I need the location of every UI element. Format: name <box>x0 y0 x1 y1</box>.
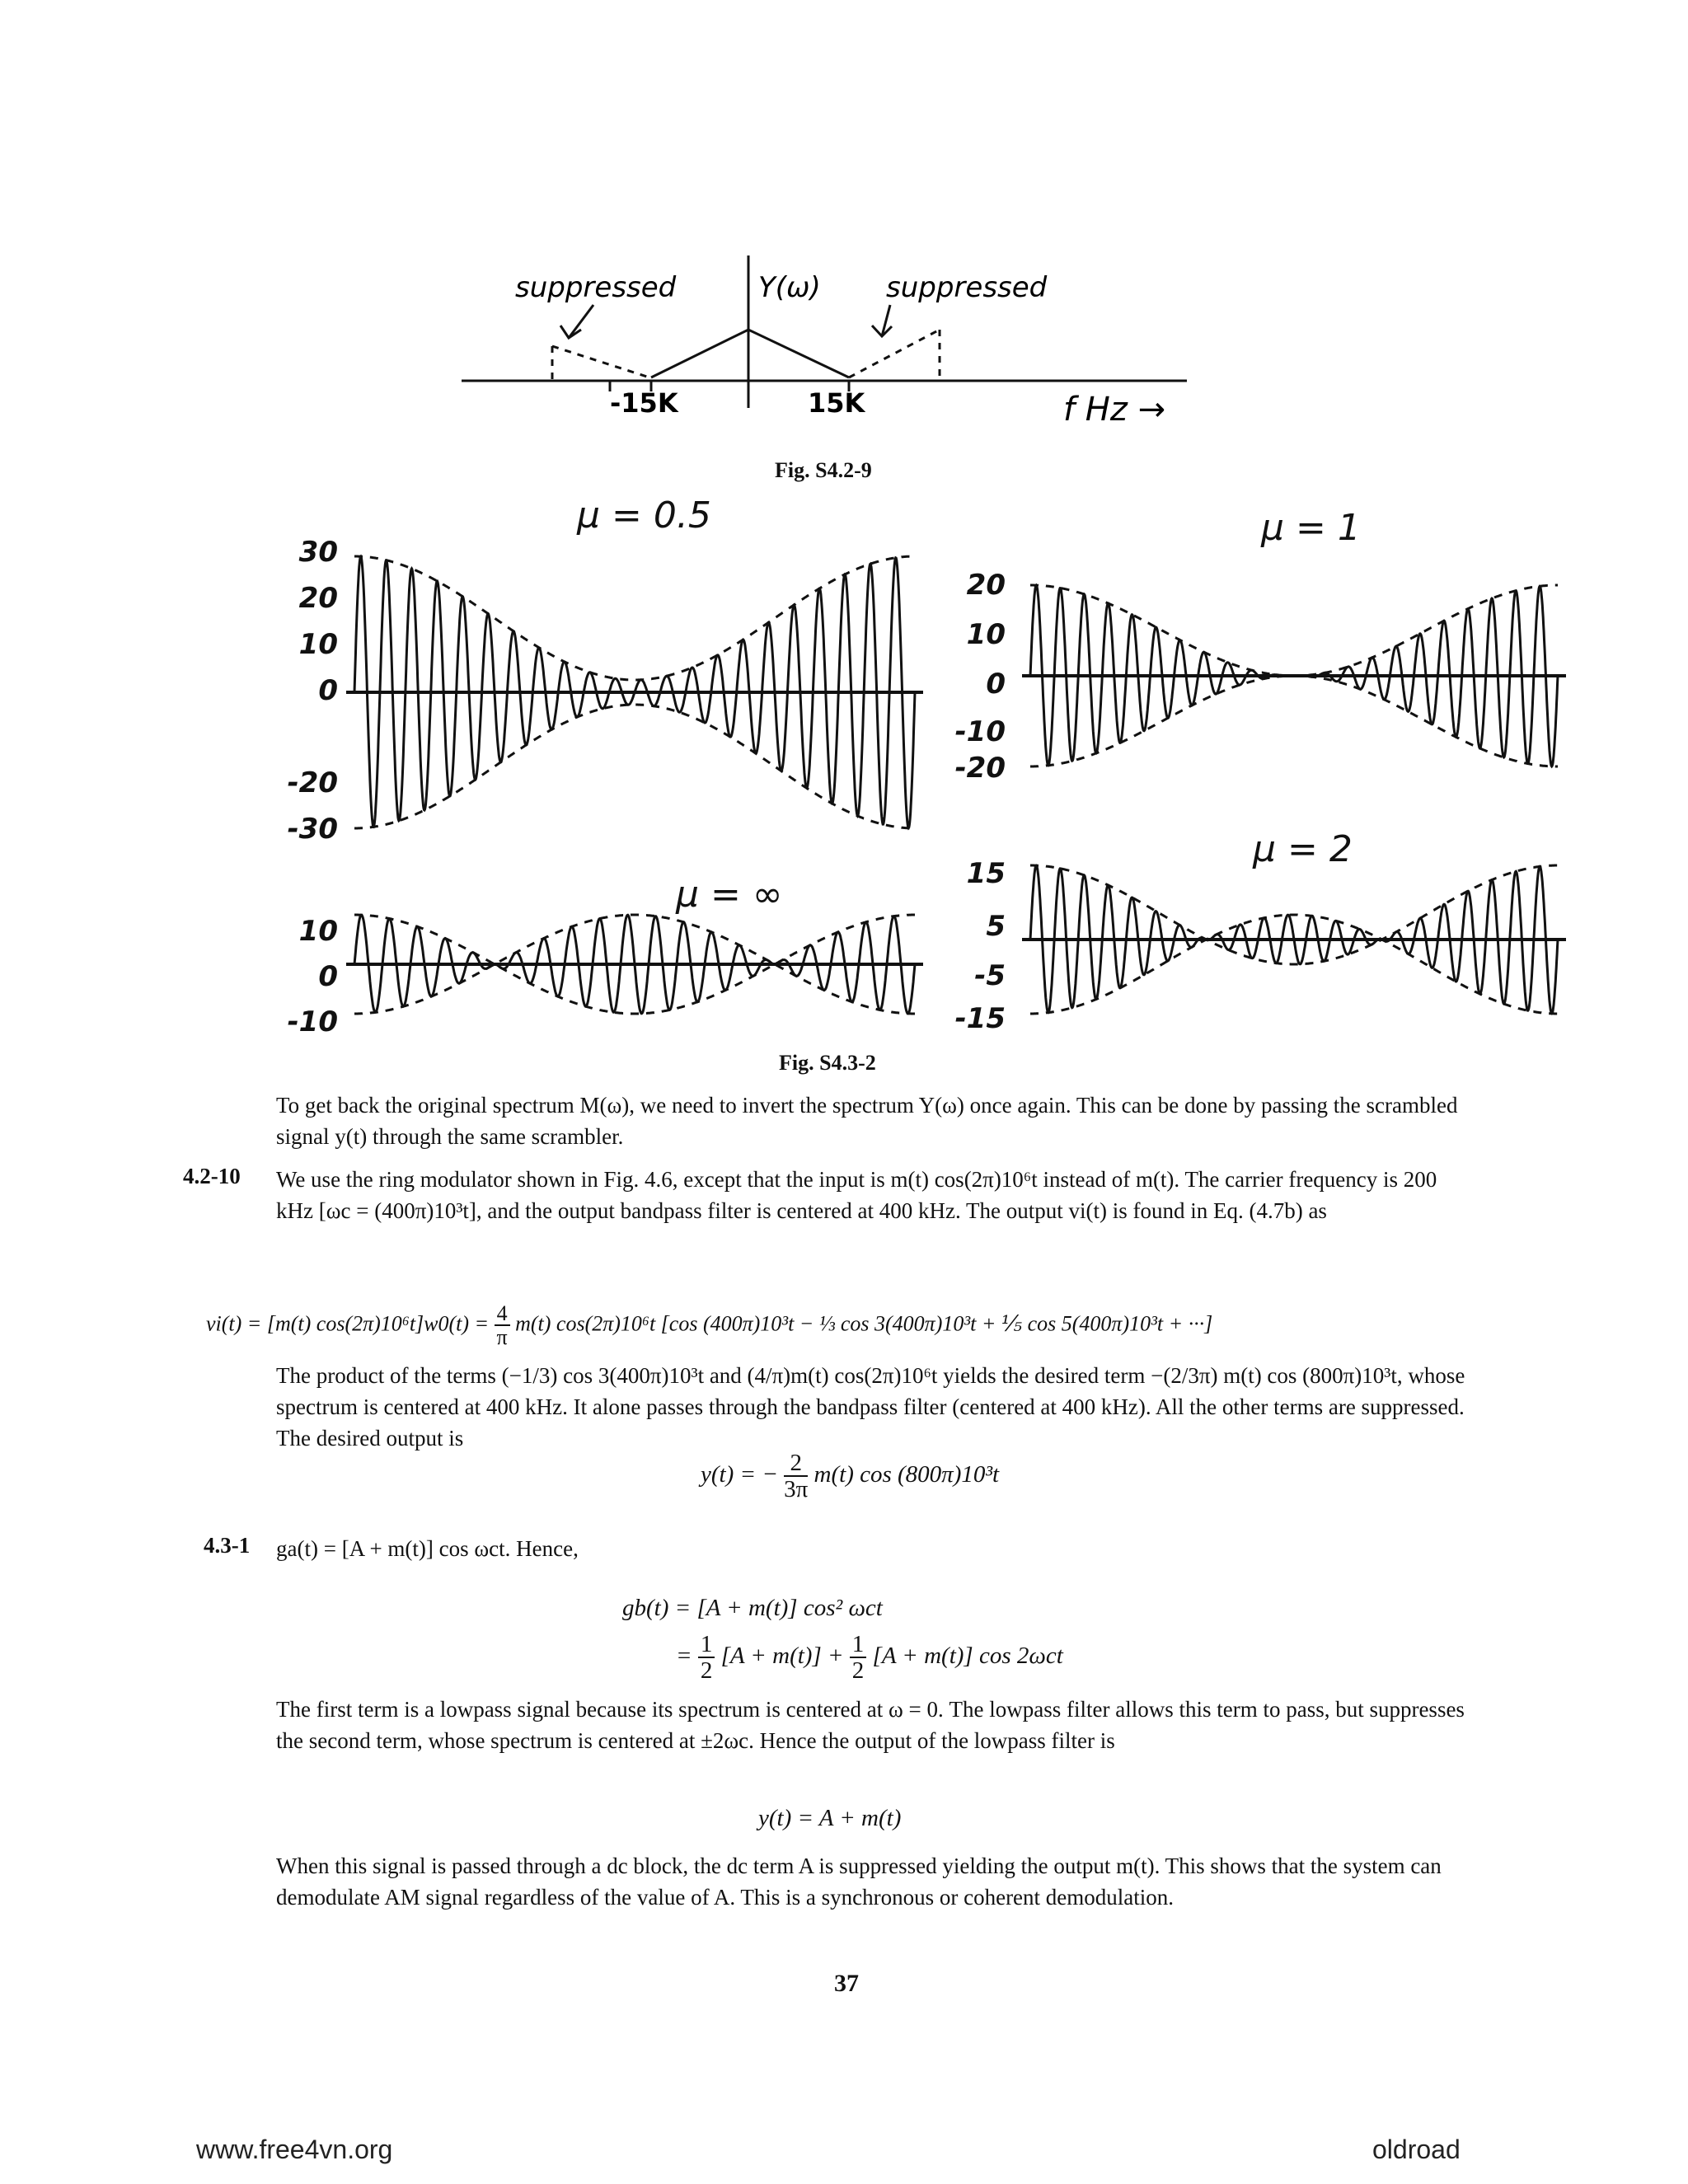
equation-gb-line2 <box>676 1632 1063 1684</box>
eq1-lhs: vi(t) = [m(t) cos(2π)10⁶t]w0(t) = <box>206 1311 490 1336</box>
envelope-lower <box>1030 940 1558 1014</box>
waveform-mu-inf <box>346 898 923 1047</box>
footer-right-text: oldroad <box>1372 2135 1461 2164</box>
fig1-tick-right: 15K <box>808 387 865 419</box>
panel-mu-inf-label: μ = ∞ <box>676 874 783 916</box>
carrier-trace <box>354 915 915 1014</box>
caption-fig-s4-2-9: Fig. S4.2-9 <box>775 458 872 482</box>
eq1-frac-num: 4 <box>495 1302 510 1326</box>
page-number: 37 <box>834 1970 859 1997</box>
equation-vi <box>206 1302 1484 1349</box>
tick-label: -5 <box>974 959 1006 992</box>
eq3-half-1 <box>698 1632 715 1684</box>
spectrum-sketch <box>445 247 1253 462</box>
eq3-mid: [A + m(t)] + <box>720 1643 844 1670</box>
eq3-eq-sign: = <box>676 1643 692 1670</box>
waveform-mu-1 <box>1022 560 1566 799</box>
tick-label: -10 <box>287 1005 338 1038</box>
eq3-end: [A + m(t)] cos 2ωct <box>872 1643 1063 1670</box>
panel-mu-1-label: μ = 1 <box>1261 507 1361 549</box>
tick-label: -20 <box>287 766 338 799</box>
eq2-fraction <box>784 1451 808 1502</box>
paragraph-lowpass: The first term is a lowpass signal because its spectrum is centered at ω = 0. The lowpass filter allows this term to pass, but suppresses the second term, whose spectrum is centered at ±2ωc. Hence the output of the lowpass filter is <box>276 1697 1465 1753</box>
waveform-mu-2 <box>1022 857 1566 1038</box>
equation-gb-line1: gb(t) = [A + m(t)] cos² ωct <box>622 1595 883 1621</box>
envelope-lower <box>1030 676 1558 766</box>
eq1-fraction <box>495 1302 510 1349</box>
tick-label: 5 <box>986 910 1006 943</box>
paragraph-ring-modulator: We use the ring modulator shown in Fig. 4.6, except that the input is m(t) cos(2π)10⁶t instead of m(t). The carrier frequency is 200 kHz [ωc = (400π)10³t], and the output bandpass filter is centered at 400 kHz. The output vi(t) is found in Eq. (4.7b) as <box>276 1167 1437 1223</box>
eq1-frac-den: π <box>496 1325 508 1350</box>
tick-label: 0 <box>318 674 338 707</box>
eq2-frac-num: 2 <box>784 1451 808 1477</box>
fig1-y-label: Y(ω) <box>758 271 821 304</box>
paragraph-invert-spectrum: To get back the original spectrum M(ω), we need to invert the spectrum Y(ω) once again. This can be done by passing the scrambled signal y(t) through the same scrambler. <box>276 1093 1458 1149</box>
envelope-upper <box>1030 865 1558 940</box>
eq2-frac-den: 3π <box>784 1476 809 1503</box>
eq2-lhs: y(t) = − <box>701 1461 778 1488</box>
envelope-lower <box>354 705 915 828</box>
problem-label-4-3-1: 4.3-1 <box>204 1533 251 1558</box>
eq3-half-num: 1 <box>698 1632 715 1658</box>
tick-label: 30 <box>298 536 338 569</box>
eq3-half-num: 1 <box>850 1632 867 1658</box>
tick-label: -10 <box>954 715 1006 748</box>
tick-label: -20 <box>954 752 1006 785</box>
tick-label: 10 <box>298 628 338 661</box>
waveform-mu-0-5 <box>346 527 923 841</box>
problem-label-4-2-10: 4.2-10 <box>183 1164 241 1188</box>
panel-mu-0-5-label: μ = 0.5 <box>577 494 711 537</box>
envelope-upper <box>354 556 915 680</box>
tick-label: 20 <box>298 582 338 615</box>
paragraph-ga: ga(t) = [A + m(t)] cos ωct. Hence, <box>276 1536 579 1561</box>
fig1-left-note: suppressed <box>515 271 677 304</box>
tick-label: 10 <box>298 915 338 948</box>
eq1-rhs: m(t) cos(2π)10⁶t [cos (400π)10³t − ⅓ cos 3(400π)10³t + ⅕ cos 5(400π)10³t + ···] <box>515 1311 1213 1336</box>
tick-label: 0 <box>318 960 338 993</box>
equation-yt-2: y(t) = A + m(t) <box>758 1805 902 1831</box>
tick-label: -15 <box>954 1002 1006 1035</box>
footer-left-link[interactable]: www.free4vn.org <box>196 2135 393 2164</box>
tick-label: -30 <box>287 813 338 846</box>
eq3-half-den: 2 <box>700 1657 713 1685</box>
fig1-axis-label: f Hz → <box>1063 391 1166 429</box>
eq3-half-den: 2 <box>851 1657 865 1685</box>
tick-label: 15 <box>966 857 1006 890</box>
equation-yt-1 <box>701 1451 999 1502</box>
envelope-upper <box>1030 585 1558 676</box>
tick-label: 20 <box>966 569 1006 602</box>
panel-mu-2-label: μ = 2 <box>1253 828 1353 870</box>
fig1-right-note: suppressed <box>886 271 1048 304</box>
caption-fig-s4-3-2: Fig. S4.3-2 <box>779 1051 876 1075</box>
eq2-rhs: m(t) cos (800π)10³t <box>814 1461 1000 1488</box>
figure-s4-2-9 <box>445 247 1253 462</box>
fig1-tick-left: -15K <box>610 387 678 419</box>
eq3-half-2 <box>850 1632 867 1684</box>
tick-label: 0 <box>986 668 1006 701</box>
paragraph-product-terms: The product of the terms (−1/3) cos 3(400π)10³t and (4/π)m(t) cos(2π)10⁶t yields the desired term −(2/3π) m(t) cos (800π)10³t, whose spectrum is centered at 400 kHz. It alone passes through the bandpass filter (centered at 400 kHz). All the other terms are suppressed. The desired output is <box>276 1363 1465 1451</box>
paragraph-dc-block: When this signal is passed through a dc block, the dc term A is suppressed yielding the output m(t). This shows that the system can demodulate AM signal regardless of the value of A. This is a synchronous or coherent demodulation. <box>276 1854 1442 1910</box>
tick-label: 10 <box>966 618 1006 651</box>
